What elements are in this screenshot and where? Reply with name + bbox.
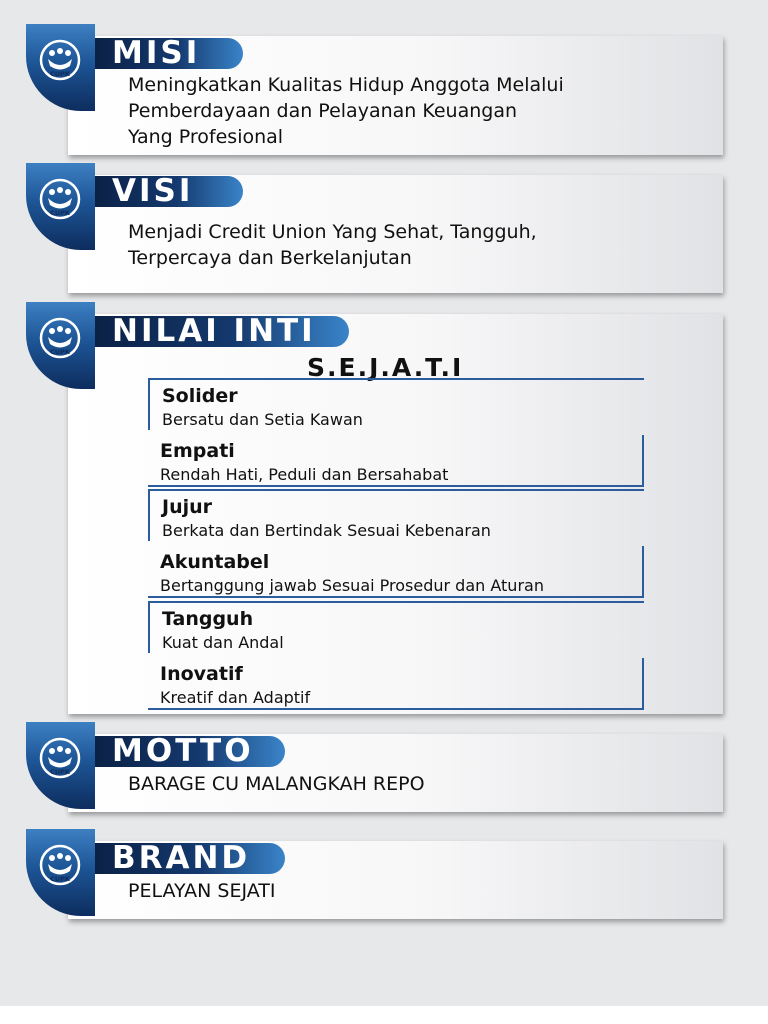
value-row-solider [148, 378, 644, 430]
cupk-logo-icon [37, 39, 83, 81]
brand-label: BRAND [95, 843, 285, 874]
nilai-inti-badge [26, 302, 95, 389]
logo-text: CUPK [50, 348, 70, 356]
value-desc: Bersatu dan Setia Kawan [162, 410, 363, 429]
value-name: Akuntabel [160, 551, 270, 573]
bottom-strip [0, 1006, 768, 1024]
visi-line: Terpercaya dan Berkelanjutan [128, 247, 412, 269]
cupk-logo-icon [37, 737, 83, 779]
value-desc: Bertanggung jawab Sesuai Prosedur dan Aturan [160, 576, 544, 595]
value-desc: Berkata dan Bertindak Sesuai Kebenaran [162, 521, 491, 540]
logo-text: CUPK [50, 768, 70, 776]
logo-text: CUPK [50, 875, 70, 883]
value-row-empati [148, 435, 644, 487]
value-row-akuntabel [148, 546, 644, 598]
value-name: Jujur [162, 496, 213, 518]
value-desc: Kreatif dan Adaptif [160, 688, 311, 707]
cupk-logo-icon [37, 844, 83, 886]
misi-line: Meningkatkan Kualitas Hidup Anggota Melalui [128, 74, 564, 96]
value-row-tangguh [148, 601, 644, 653]
sejati-title: S.E.J.A.T.I [307, 353, 464, 382]
misi-badge [26, 24, 95, 111]
misi-line: Yang Profesional [128, 126, 284, 148]
visi-label: VISI [95, 176, 243, 207]
visi-badge [26, 163, 95, 250]
value-desc: Rendah Hati, Peduli dan Bersahabat [160, 465, 449, 484]
motto-badge [26, 722, 95, 809]
brand-badge [26, 829, 95, 916]
value-row-jujur [148, 489, 644, 541]
cupk-logo-icon [37, 178, 83, 220]
logo-text: CUPK [50, 209, 70, 217]
value-row-inovatif [148, 658, 644, 710]
motto-label: MOTTO [95, 736, 285, 767]
visi-line: Menjadi Credit Union Yang Sehat, Tangguh, [128, 221, 537, 243]
motto-text: BARAGE CU MALANGKAH REPO [128, 773, 425, 795]
value-name: Tangguh [162, 608, 254, 630]
misi-label: MISI [95, 38, 243, 69]
value-desc: Kuat dan Andal [162, 633, 284, 652]
logo-text: CUPK [50, 70, 70, 78]
misi-line: Pemberdayaan dan Pelayanan Keuangan [128, 100, 518, 122]
value-name: Inovatif [160, 663, 243, 685]
value-name: Empati [160, 440, 235, 462]
cupk-logo-icon [37, 317, 83, 359]
value-name: Solider [162, 385, 238, 407]
nilai-inti-label: NILAI INTI [95, 316, 349, 347]
brand-text: PELAYAN SEJATI [128, 880, 276, 902]
misi-text [128, 72, 718, 150]
visi-text [128, 219, 718, 271]
